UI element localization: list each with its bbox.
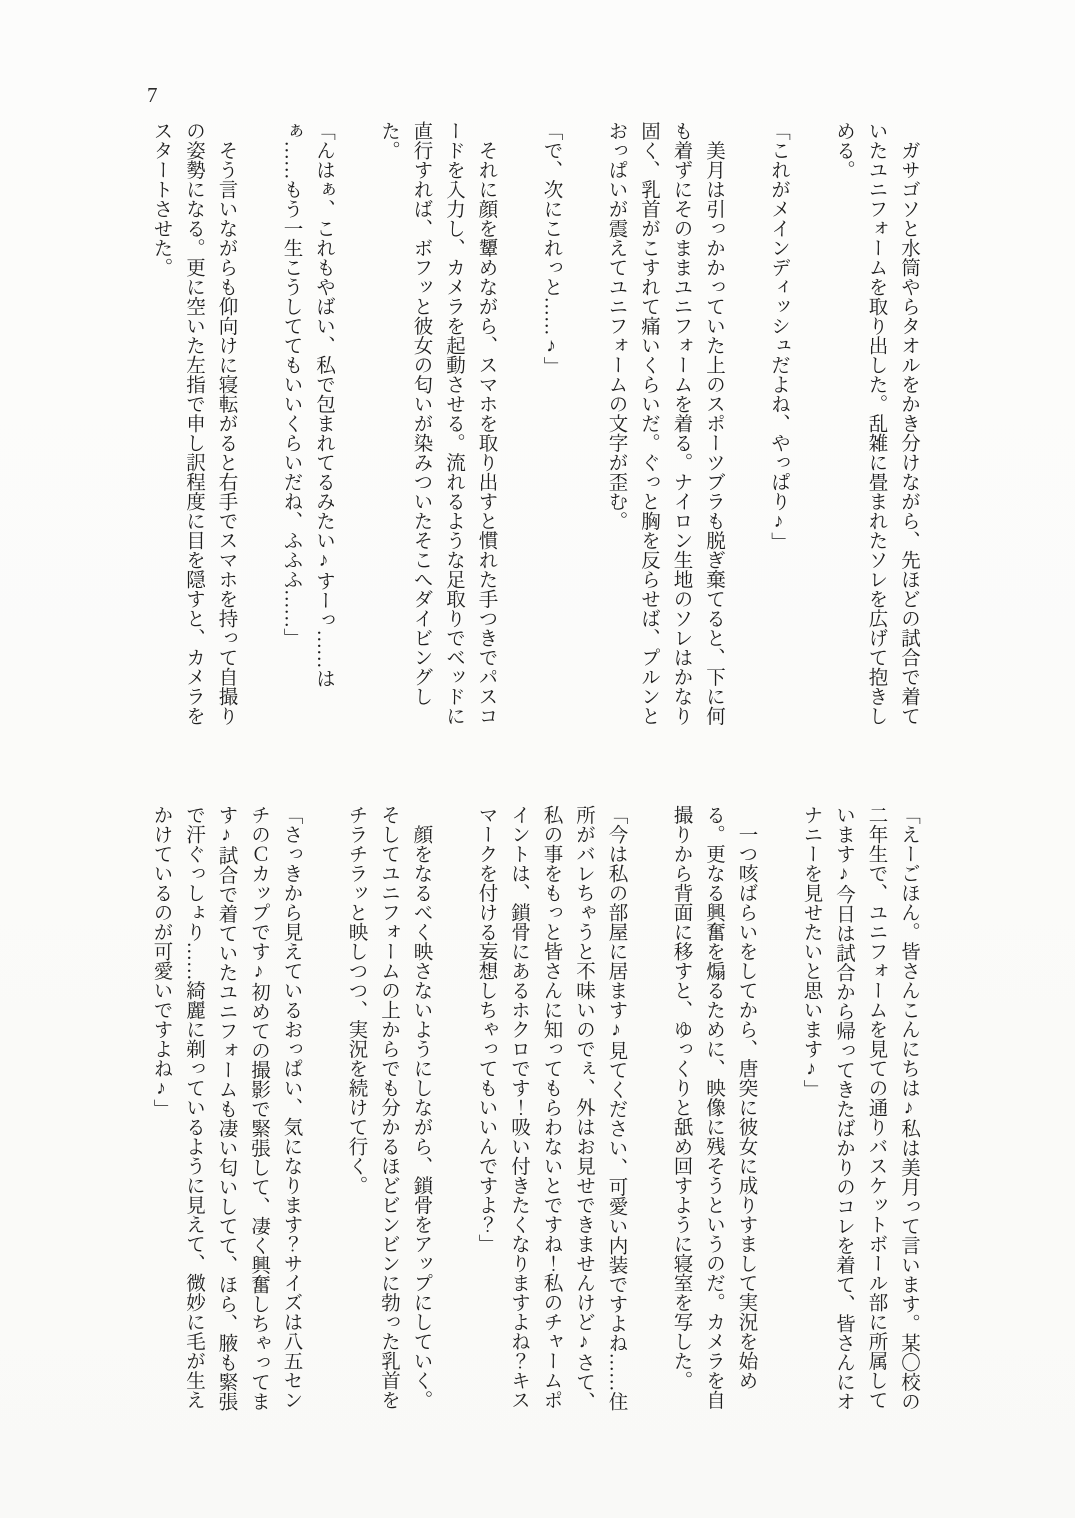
paragraph: 顔をなるべく映さないようにしながら、鎖骨をアップにしていく。そしてユニフォームの上からでも分かるほどビンビンに勃った乳首をチラチラッと映しつつ、実況を続けて行く。 <box>345 805 432 1410</box>
paragraph: 「今は私の部屋に居ます♪見てください、可愛い内装ですよね……住所がバレちゃうと不味いのでぇ、外はお見せできませんけど♪さて、私の事をもっと皆さんに知ってもらわないとですね！私のチャームポイントは、鎖骨にあるホクロです！吸い付きたくなりますよね？キスマークを付ける妄想しちゃってもいいんですよ？」 <box>475 805 627 1411</box>
page-number: 7 <box>147 83 158 107</box>
paragraph: 「で、次にこれっと……♪」 <box>540 121 562 376</box>
paragraph: 「えーごほん。皆さんこんにちは♪私は美月って言います。某〇校の二年生で、ユニフォームを見ての通りバスケットボール部に所属しています♪今日は試合から帰ってきたばかりのコレを着て、皆さんにオナニーを見せたいと思います♪」 <box>800 805 919 1411</box>
paragraph: 「さっきから見えているおっぱい、気になります？サイズは八五センチのＣカップです♪初めての撮影で緊張して、凄く興奮しちゃってます♪試合で着ていたユニフォームも凄い匂いしてて、ほら、腋も緊張で汗ぐっしょり……綺麗に剃っているように見えて、微妙に毛が生えかけているのが可愛いですよね♪」 <box>150 805 302 1411</box>
paragraph: 「んはぁ、これもやばい、私で包まれてるみたい♪すーっ……はぁ……もう一生こうしててもいいくらいだね、ふふふ……」 <box>280 121 334 688</box>
paragraph: そう言いながらも仰向けに寝転がると右手でスマホを持って自撮りの姿勢になる。更に空いた左指で申し訳程度に目を隠すと、カメラをスタートさせた。 <box>150 121 237 726</box>
paragraph: ガサゴソと水筒やらタオルをかき分けながら、先ほどの試合で着ていたユニフォームを取り出した。乱雑に畳まれたソレを広げて抱きしめる。 <box>833 121 919 726</box>
text-block-bottom <box>144 805 924 1419</box>
paragraph: 「これがメインディッシュだよね、やっぱり♪」 <box>768 121 789 552</box>
paragraph: 一つ咳ばらいをしてから、唐突に彼女に成りすまして実況を始める。更なる興奮を煽るために、映像に残そうというのだ。カメラを自撮りから背面に移すと、ゆっくりと舐め回すように寝室を写した。 <box>670 805 757 1410</box>
text-block-top <box>144 121 924 735</box>
paragraph: 美月は引っかかっていた上のスポーツブラも脱ぎ棄てると、下に何も着ずにそのままユニフォームを着る。ナイロン生地のソレはかなり固く、乳首がこすれて痛いくらいだ。ぐっと胸を反らせば、プルンとおっぱいが震えてユニフォームの文字が歪む。 <box>605 121 724 726</box>
paragraph: それに顔を顰めながら、スマホを取り出すと慣れた手つきでパスコードを入力し、カメラを起動させる。流れるような足取りでベッドに直行すれば、ボフッと彼女の匂いが染みついたそこへダイビングした。 <box>378 121 497 726</box>
